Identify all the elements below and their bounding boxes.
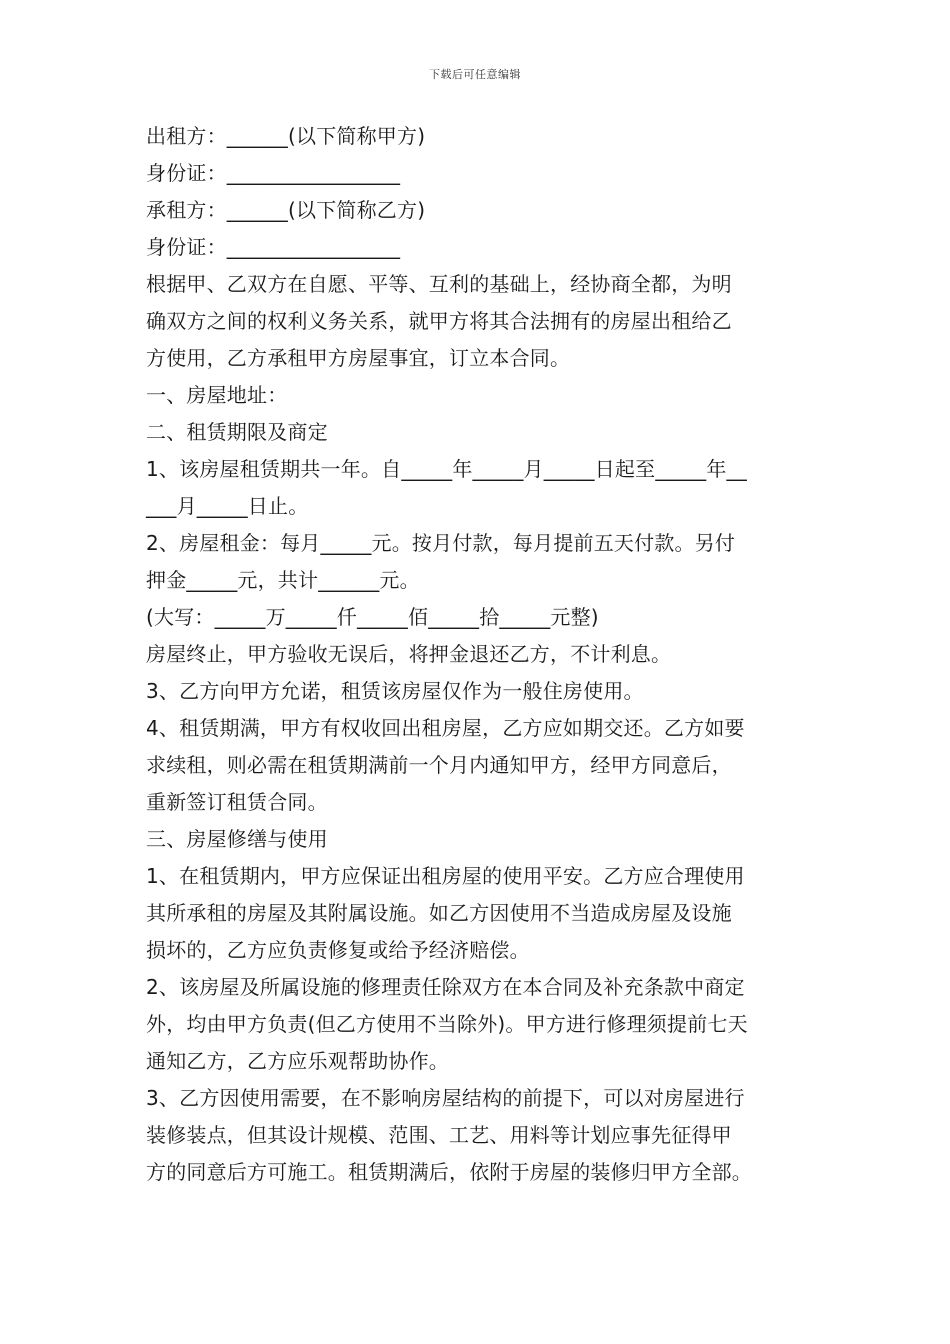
clause-line: 损坏的，乙方应负责修复或给予经济赔偿。	[146, 938, 530, 962]
page-header: 下载后可任意编辑	[429, 68, 521, 81]
clause-line: 外，均由甲方负责(但乙方使用不当除外)。甲方进行修理须提前七天	[146, 1012, 748, 1036]
clause-line: 房屋终止，甲方验收无误后，将押金退还乙方，不计利息。	[146, 642, 672, 666]
clause-line: 1、在租赁期内，甲方应保证出租房屋的使用平安。乙方应合理使用	[146, 864, 745, 888]
clause-line: 3、乙方向甲方允诺，租赁该房屋仅作为一般住房使用。	[146, 679, 644, 703]
clause-line: 通知乙方，乙方应乐观帮助协作。	[146, 1049, 449, 1073]
preamble-line: 根据甲、乙双方在自愿、平等、互利的基础上，经协商全都，为明	[146, 272, 732, 296]
clause-line: ___月_____日止。	[146, 494, 309, 518]
lessee-line: 承租方：______(以下简称乙方)	[146, 198, 426, 222]
lessor-id-line: 身份证：_________________	[146, 161, 401, 185]
clause-line: 押金_____元，共计______元。	[146, 568, 420, 592]
clause-line: 2、房屋租金：每月_____元。按月付款，每月提前五天付款。另付	[146, 531, 736, 555]
clause-line: 3、乙方因使用需要，在不影响房屋结构的前提下，可以对房屋进行	[146, 1086, 745, 1110]
contract-body	[146, 118, 836, 1191]
clause-line: 装修装点，但其设计规模、范围、工艺、用料等计划应事先征得甲	[146, 1123, 732, 1147]
section-heading: 二、租赁期限及商定	[146, 420, 328, 444]
clause-line: (大写：_____万_____仟_____佰_____拾_____元整)	[146, 605, 599, 629]
preamble-line: 方使用，乙方承租甲方房屋事宜，订立本合同。	[146, 346, 571, 370]
lessor-line: 出租方：______(以下简称甲方)	[146, 124, 426, 148]
clause-line: 其所承租的房屋及其附属设施。如乙方因使用不当造成房屋及设施	[146, 901, 732, 925]
clause-line: 重新签订租赁合同。	[146, 790, 328, 814]
clause-line: 2、该房屋及所属设施的修理责任除双方在本合同及补充条款中商定	[146, 975, 745, 999]
preamble-line: 确双方之间的权利义务关系，就甲方将其合法拥有的房屋出租给乙	[146, 309, 732, 333]
clause-line: 1、该房屋租赁期共一年。自_____年_____月_____日起至_____年__	[146, 457, 747, 481]
clause-line: 方的同意后方可施工。租赁期满后，依附于房屋的装修归甲方全部。	[146, 1160, 752, 1184]
section-heading: 一、房屋地址：	[146, 383, 288, 407]
clause-line: 求续租，则必需在租赁期满前一个月内通知甲方，经甲方同意后，	[146, 753, 732, 777]
lessee-id-line: 身份证：_________________	[146, 235, 401, 259]
section-heading: 三、房屋修缮与使用	[146, 827, 328, 851]
clause-line: 4、租赁期满，甲方有权收回出租房屋，乙方应如期交还。乙方如要	[146, 716, 745, 740]
